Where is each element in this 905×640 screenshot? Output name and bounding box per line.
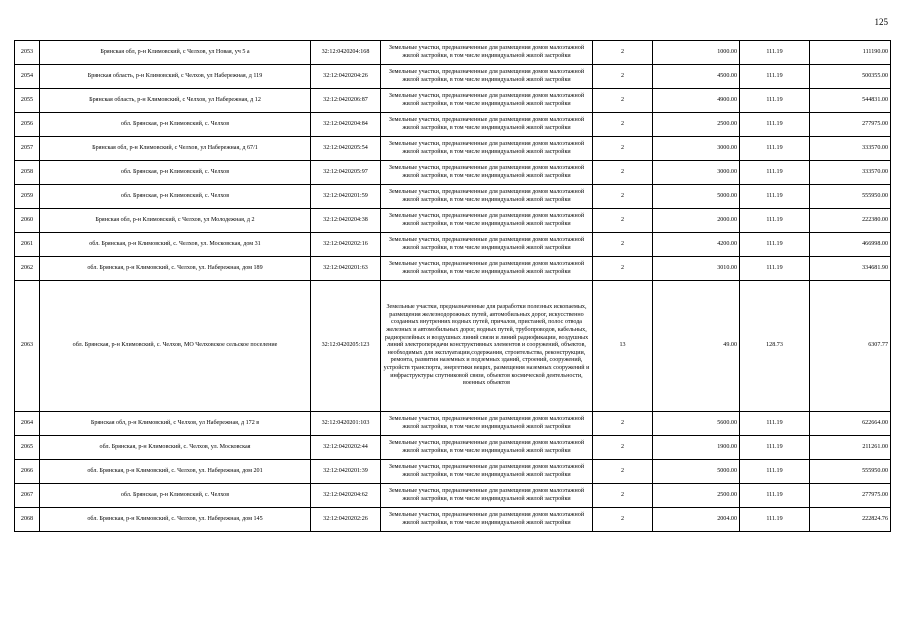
row-land-use-description: Земельные участки, предназначенные для разработки полезных ископаемых, размещения железнодорожных путей, автомобильных дорог, искусственно созданных внутренних водных путей, причалов, пристаней, полос отвода железных и автомобильных дорог, водных путей, трубопроводов, кабельных, радиорелейных и воздушных линий связи и линий радиофикации, воздушных линий электропередачи конструктивных элементов и сооружений, объектов, необходимых для эксплуатации,содержания, строительства, реконструкции, ремонта, развития наземных и подземных зданий, строений, сооружений, устройств транспорта, энергетики вещих, размещения наземных сооружений и инфраструктуры спутниковой связи, объектов космической деятельности, военных объектов bbox=[381, 281, 593, 412]
row-area: 1900.00 bbox=[653, 436, 740, 460]
row-value: 277975.00 bbox=[810, 113, 891, 137]
table-row bbox=[15, 185, 891, 209]
row-rate: 111.19 bbox=[740, 484, 810, 508]
row-address: обл. Брянская, р-н Климовский, с. Челхов, МО Челховское сельское поселение bbox=[40, 281, 311, 412]
row-address: Брянская обл, р-н Климовский, с Челхов, ул Набережная, д 172 в bbox=[40, 412, 311, 436]
row-category: 2 bbox=[593, 89, 653, 113]
row-number: 2068 bbox=[15, 508, 40, 532]
row-category: 13 bbox=[593, 281, 653, 412]
row-category: 2 bbox=[593, 65, 653, 89]
row-cadastral-number: 32:12:0420205:97 bbox=[311, 161, 381, 185]
row-cadastral-number: 32:12:0420201:103 bbox=[311, 412, 381, 436]
row-category: 2 bbox=[593, 161, 653, 185]
row-rate: 128.73 bbox=[740, 281, 810, 412]
table-row bbox=[15, 257, 891, 281]
row-rate: 111.19 bbox=[740, 436, 810, 460]
row-cadastral-number: 32:12:0420201:63 bbox=[311, 257, 381, 281]
row-value: 222380.00 bbox=[810, 209, 891, 233]
row-number: 2055 bbox=[15, 89, 40, 113]
table-row bbox=[15, 41, 891, 65]
row-land-use-description: Земельные участки, предназначенные для размещения домов малоэтажной жилой застройки, в том числе индивидуальной жилой застройки bbox=[381, 412, 593, 436]
row-number: 2054 bbox=[15, 65, 40, 89]
row-address: обл. Брянская, р-н Климовский, с. Челхов, ул. Московская, дом 31 bbox=[40, 233, 311, 257]
table-row bbox=[15, 460, 891, 484]
row-cadastral-number: 32:12:0420202:16 bbox=[311, 233, 381, 257]
row-number: 2062 bbox=[15, 257, 40, 281]
row-rate: 111.19 bbox=[740, 412, 810, 436]
row-rate: 111.19 bbox=[740, 89, 810, 113]
row-category: 2 bbox=[593, 185, 653, 209]
cadastral-value-table bbox=[14, 40, 891, 532]
row-rate: 111.19 bbox=[740, 508, 810, 532]
row-category: 2 bbox=[593, 113, 653, 137]
row-category: 2 bbox=[593, 137, 653, 161]
table-row bbox=[15, 508, 891, 532]
row-rate: 111.19 bbox=[740, 185, 810, 209]
row-cadastral-number: 32:12:0420204:168 bbox=[311, 41, 381, 65]
row-address: обл. Брянская, р-н Климовский, с. Челхов, ул. Набережная, дом 201 bbox=[40, 460, 311, 484]
row-number: 2066 bbox=[15, 460, 40, 484]
row-land-use-description: Земельные участки, предназначенные для размещения домов малоэтажной жилой застройки, в том числе индивидуальной жилой застройки bbox=[381, 257, 593, 281]
row-value: 334681.90 bbox=[810, 257, 891, 281]
row-value: 622664.00 bbox=[810, 412, 891, 436]
row-address: Брянская обл, р-н Климовский, с Челхов, ул Новая, уч 5 а bbox=[40, 41, 311, 65]
table-row bbox=[15, 281, 891, 412]
table-row bbox=[15, 137, 891, 161]
row-category: 2 bbox=[593, 508, 653, 532]
row-category: 2 bbox=[593, 484, 653, 508]
row-area: 4900.00 bbox=[653, 89, 740, 113]
row-area: 5000.00 bbox=[653, 460, 740, 484]
row-category: 2 bbox=[593, 209, 653, 233]
row-address: Брянская обл, р-н Климовский, с Челхов, ул Молодежная, д 2 bbox=[40, 209, 311, 233]
row-land-use-description: Земельные участки, предназначенные для размещения домов малоэтажной жилой застройки, в том числе индивидуальной жилой застройки bbox=[381, 89, 593, 113]
row-category: 2 bbox=[593, 233, 653, 257]
row-cadastral-number: 32:12:0420205:54 bbox=[311, 137, 381, 161]
row-area: 2500.00 bbox=[653, 484, 740, 508]
row-rate: 111.19 bbox=[740, 257, 810, 281]
row-rate: 111.19 bbox=[740, 161, 810, 185]
row-value: 555950.00 bbox=[810, 460, 891, 484]
row-number: 2053 bbox=[15, 41, 40, 65]
row-cadastral-number: 32:12:0420206:87 bbox=[311, 89, 381, 113]
row-address: Брянская область, р-н Климовский, с Челхов, ул Набережная, д 119 bbox=[40, 65, 311, 89]
row-land-use-description: Земельные участки, предназначенные для размещения домов малоэтажной жилой застройки, в том числе индивидуальной жилой застройки bbox=[381, 65, 593, 89]
row-value: 333570.00 bbox=[810, 161, 891, 185]
table-row bbox=[15, 89, 891, 113]
row-land-use-description: Земельные участки, предназначенные для размещения домов малоэтажной жилой застройки, в том числе индивидуальной жилой застройки bbox=[381, 41, 593, 65]
row-cadastral-number: 32:12:0420204:84 bbox=[311, 113, 381, 137]
table-row bbox=[15, 113, 891, 137]
row-address: Брянская обл, р-н Климовский, с Челхов, ул Набережная, д 67/1 bbox=[40, 137, 311, 161]
row-cadastral-number: 32:12:0420204:62 bbox=[311, 484, 381, 508]
row-number: 2065 bbox=[15, 436, 40, 460]
row-land-use-description: Земельные участки, предназначенные для размещения домов малоэтажной жилой застройки, в том числе индивидуальной жилой застройки bbox=[381, 161, 593, 185]
row-value: 466998.00 bbox=[810, 233, 891, 257]
row-address: Брянская область, р-н Климовский, с Челхов, ул Набережная, д 12 bbox=[40, 89, 311, 113]
page-number: 125 bbox=[874, 17, 888, 27]
row-rate: 111.19 bbox=[740, 113, 810, 137]
table-row bbox=[15, 484, 891, 508]
row-area: 3010.00 bbox=[653, 257, 740, 281]
row-land-use-description: Земельные участки, предназначенные для размещения домов малоэтажной жилой застройки, в том числе индивидуальной жилой застройки bbox=[381, 113, 593, 137]
row-area: 2000.00 bbox=[653, 209, 740, 233]
row-rate: 111.19 bbox=[740, 65, 810, 89]
row-category: 2 bbox=[593, 41, 653, 65]
row-cadastral-number: 32:12:0420205:123 bbox=[311, 281, 381, 412]
row-rate: 111.19 bbox=[740, 460, 810, 484]
row-category: 2 bbox=[593, 460, 653, 484]
row-area: 1000.00 bbox=[653, 41, 740, 65]
table-row bbox=[15, 65, 891, 89]
table-row bbox=[15, 161, 891, 185]
row-rate: 111.19 bbox=[740, 137, 810, 161]
row-address: обл. Брянская, р-н Климовский, с. Челхов, ул. Набережная, дом 145 bbox=[40, 508, 311, 532]
row-cadastral-number: 32:12:0420202:26 bbox=[311, 508, 381, 532]
row-address: обл. Брянская, р-н Климовский, с. Челхов bbox=[40, 484, 311, 508]
row-land-use-description: Земельные участки, предназначенные для размещения домов малоэтажной жилой застройки, в том числе индивидуальной жилой застройки bbox=[381, 436, 593, 460]
row-number: 2067 bbox=[15, 484, 40, 508]
row-area: 3000.00 bbox=[653, 161, 740, 185]
row-category: 2 bbox=[593, 257, 653, 281]
row-area: 4200.00 bbox=[653, 233, 740, 257]
row-value: 277975.00 bbox=[810, 484, 891, 508]
row-land-use-description: Земельные участки, предназначенные для размещения домов малоэтажной жилой застройки, в том числе индивидуальной жилой застройки bbox=[381, 209, 593, 233]
row-value: 544831.00 bbox=[810, 89, 891, 113]
row-area: 2500.00 bbox=[653, 113, 740, 137]
row-land-use-description: Земельные участки, предназначенные для размещения домов малоэтажной жилой застройки, в том числе индивидуальной жилой застройки bbox=[381, 508, 593, 532]
row-address: обл. Брянская, р-н Климовский, с. Челхов bbox=[40, 185, 311, 209]
row-value: 211261.00 bbox=[810, 436, 891, 460]
row-number: 2060 bbox=[15, 209, 40, 233]
row-area: 49.00 bbox=[653, 281, 740, 412]
row-value: 333570.00 bbox=[810, 137, 891, 161]
row-land-use-description: Земельные участки, предназначенные для размещения домов малоэтажной жилой застройки, в том числе индивидуальной жилой застройки bbox=[381, 460, 593, 484]
row-land-use-description: Земельные участки, предназначенные для размещения домов малоэтажной жилой застройки, в том числе индивидуальной жилой застройки bbox=[381, 233, 593, 257]
row-number: 2057 bbox=[15, 137, 40, 161]
row-number: 2064 bbox=[15, 412, 40, 436]
row-address: обл. Брянская, р-н Климовский, с. Челхов, ул. Московская bbox=[40, 436, 311, 460]
row-rate: 111.19 bbox=[740, 41, 810, 65]
row-cadastral-number: 32:12:0420204:38 bbox=[311, 209, 381, 233]
row-category: 2 bbox=[593, 412, 653, 436]
row-address: обл. Брянская, р-н Климовский, с. Челхов, ул. Набережная, дом 189 bbox=[40, 257, 311, 281]
row-value: 6307.77 bbox=[810, 281, 891, 412]
row-land-use-description: Земельные участки, предназначенные для размещения домов малоэтажной жилой застройки, в том числе индивидуальной жилой застройки bbox=[381, 185, 593, 209]
row-area: 5000.00 bbox=[653, 185, 740, 209]
row-cadastral-number: 32:12:0420201:39 bbox=[311, 460, 381, 484]
table-row bbox=[15, 436, 891, 460]
table-row bbox=[15, 412, 891, 436]
row-number: 2061 bbox=[15, 233, 40, 257]
row-value: 222824.76 bbox=[810, 508, 891, 532]
row-cadastral-number: 32:12:0420201:59 bbox=[311, 185, 381, 209]
row-value: 555950.00 bbox=[810, 185, 891, 209]
row-land-use-description: Земельные участки, предназначенные для размещения домов малоэтажной жилой застройки, в том числе индивидуальной жилой застройки bbox=[381, 484, 593, 508]
row-number: 2058 bbox=[15, 161, 40, 185]
row-number: 2059 bbox=[15, 185, 40, 209]
row-category: 2 bbox=[593, 436, 653, 460]
row-land-use-description: Земельные участки, предназначенные для размещения домов малоэтажной жилой застройки, в том числе индивидуальной жилой застройки bbox=[381, 137, 593, 161]
table-row bbox=[15, 209, 891, 233]
row-rate: 111.19 bbox=[740, 209, 810, 233]
row-rate: 111.19 bbox=[740, 233, 810, 257]
row-area: 4500.00 bbox=[653, 65, 740, 89]
row-address: обл. Брянская, р-н Климовский, с. Челхов bbox=[40, 161, 311, 185]
row-number: 2056 bbox=[15, 113, 40, 137]
row-cadastral-number: 32:12:0420202:44 bbox=[311, 436, 381, 460]
row-number: 2063 bbox=[15, 281, 40, 412]
row-cadastral-number: 32:12:0420204:26 bbox=[311, 65, 381, 89]
row-value: 111190.00 bbox=[810, 41, 891, 65]
row-area: 2004.00 bbox=[653, 508, 740, 532]
row-value: 500355.00 bbox=[810, 65, 891, 89]
row-address: обл. Брянская, р-н Климовский, с. Челхов bbox=[40, 113, 311, 137]
table-row bbox=[15, 233, 891, 257]
row-area: 3000.00 bbox=[653, 137, 740, 161]
row-area: 5600.00 bbox=[653, 412, 740, 436]
